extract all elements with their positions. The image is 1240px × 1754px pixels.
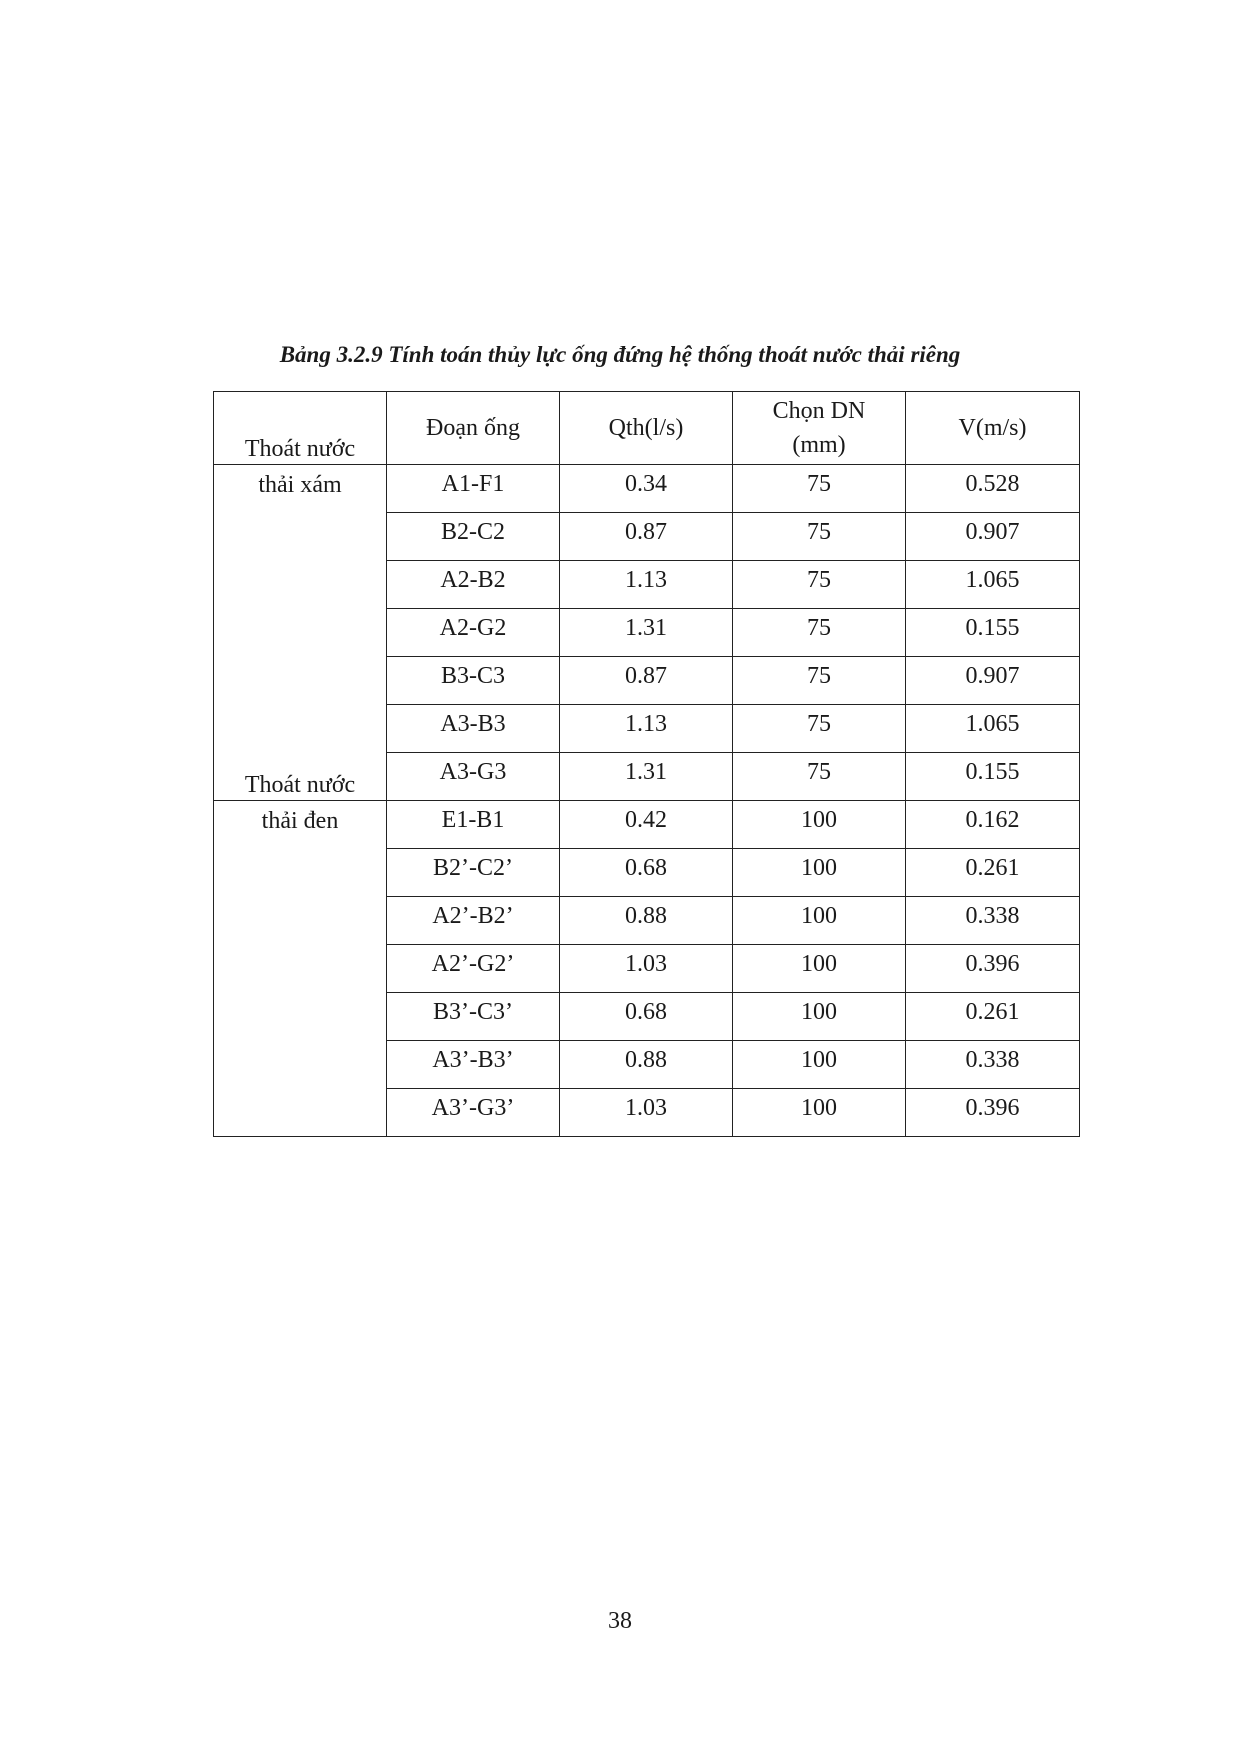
- velocity-cell: 1.065: [906, 705, 1080, 753]
- diameter-cell: 75: [733, 513, 906, 561]
- segment-cell: B2-C2: [387, 513, 560, 561]
- page-number: 38: [608, 1608, 632, 1634]
- segment-cell: A3’-G3’: [387, 1089, 560, 1137]
- velocity-cell: 0.162: [906, 801, 1080, 849]
- flow-cell: 0.87: [560, 657, 733, 705]
- segment-cell: A3’-B3’: [387, 1041, 560, 1089]
- velocity-cell: 0.155: [906, 609, 1080, 657]
- velocity-cell: 0.155: [906, 753, 1080, 801]
- table-caption: Bảng 3.2.9 Tính toán thủy lực ống đứng hệ thống thoát nước thải riêng: [279, 342, 961, 367]
- diameter-cell: 100: [733, 945, 906, 993]
- diameter-cell: 75: [733, 657, 906, 705]
- segment-cell: A2’-B2’: [387, 897, 560, 945]
- diameter-cell: 75: [733, 609, 906, 657]
- flow-cell: 0.88: [560, 1041, 733, 1089]
- flow-cell: 1.13: [560, 561, 733, 609]
- velocity-cell: 0.261: [906, 849, 1080, 897]
- velocity-cell: 0.907: [906, 657, 1080, 705]
- segment-cell: A2-B2: [387, 561, 560, 609]
- flow-cell: 1.31: [560, 609, 733, 657]
- velocity-cell: 0.907: [906, 513, 1080, 561]
- flow-cell: 1.13: [560, 705, 733, 753]
- segment-cell: B3-C3: [387, 657, 560, 705]
- header-cell-diameter: Chọn DN (mm): [733, 392, 906, 465]
- flow-cell: 0.42: [560, 801, 733, 849]
- flow-cell: 0.88: [560, 897, 733, 945]
- segment-cell: A1-F1: [387, 465, 560, 513]
- table-row: [214, 801, 1080, 849]
- segment-cell: A2’-G2’: [387, 945, 560, 993]
- flow-cell: 0.68: [560, 993, 733, 1041]
- segment-cell: B3’-C3’: [387, 993, 560, 1041]
- diameter-cell: 100: [733, 897, 906, 945]
- flow-cell: 0.87: [560, 513, 733, 561]
- velocity-cell: 0.396: [906, 945, 1080, 993]
- segment-cell: E1-B1: [387, 801, 560, 849]
- velocity-cell: 0.528: [906, 465, 1080, 513]
- flow-cell: 1.31: [560, 753, 733, 801]
- flow-cell: 0.68: [560, 849, 733, 897]
- diameter-cell: 100: [733, 849, 906, 897]
- table-row: [214, 465, 1080, 513]
- header-cell-segment: Đoạn ống: [387, 392, 560, 465]
- flow-cell: 1.03: [560, 1089, 733, 1137]
- velocity-cell: 0.338: [906, 1041, 1080, 1089]
- velocity-cell: 0.396: [906, 1089, 1080, 1137]
- diameter-cell: 100: [733, 993, 906, 1041]
- diameter-cell: 75: [733, 705, 906, 753]
- velocity-cell: 0.338: [906, 897, 1080, 945]
- header-cell-velocity: V(m/s): [906, 392, 1080, 465]
- diameter-cell: 75: [733, 561, 906, 609]
- velocity-cell: 0.261: [906, 993, 1080, 1041]
- diameter-cell: 100: [733, 801, 906, 849]
- velocity-cell: 1.065: [906, 561, 1080, 609]
- diameter-cell: 75: [733, 465, 906, 513]
- segment-cell: A3-B3: [387, 705, 560, 753]
- flow-cell: 1.03: [560, 945, 733, 993]
- segment-cell: A3-G3: [387, 753, 560, 801]
- diameter-cell: 100: [733, 1041, 906, 1089]
- segment-cell: B2’-C2’: [387, 849, 560, 897]
- diameter-cell: 75: [733, 753, 906, 801]
- diameter-cell: 100: [733, 1089, 906, 1137]
- header-cell-flow: Qth(l/s): [560, 392, 733, 465]
- segment-cell: A2-G2: [387, 609, 560, 657]
- hydraulic-calculation-table: [213, 391, 1080, 1137]
- group-label-cell: Thoát nước thải đen: [214, 801, 387, 1137]
- flow-cell: 0.34: [560, 465, 733, 513]
- group-label-cell: Thoát nước thải xám: [214, 465, 387, 801]
